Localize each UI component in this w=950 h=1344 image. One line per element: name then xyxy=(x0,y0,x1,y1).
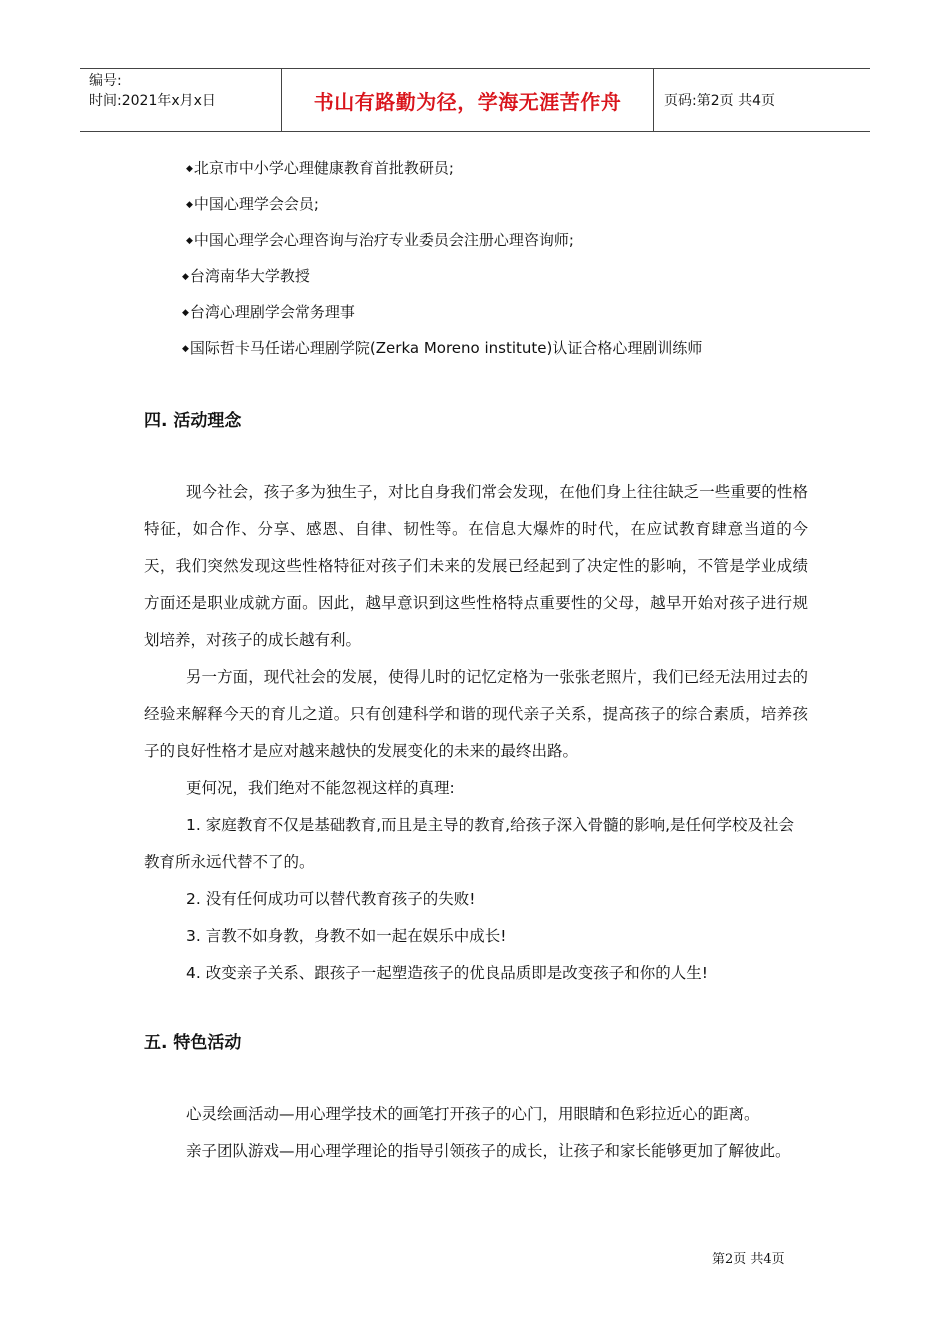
section4-paragraph-3: 更何况，我们绝对不能忽视这样的真理: xyxy=(186,779,455,797)
header-page-cell xyxy=(654,69,870,131)
header-motto: 书山有路勤为径，学海无涯苦作舟 xyxy=(313,89,622,114)
truth-list-item: 3. 言教不如身教，身教不如一起在娱乐中成长! xyxy=(186,927,507,945)
header-motto-cell xyxy=(282,69,654,131)
page-header xyxy=(80,68,870,132)
diamond-bullet-icon: ◆ xyxy=(182,344,189,354)
diamond-bullet-icon: ◆ xyxy=(186,200,193,210)
page-footer: 第2页 共4页 xyxy=(712,1252,785,1267)
credential-item: ◆台湾南华大学教授 xyxy=(182,267,310,285)
credential-item: ◆台湾心理剧学会常务理事 xyxy=(182,303,355,321)
credential-item: ◆北京市中小学心理健康教育首批教研员; xyxy=(186,159,454,177)
diamond-bullet-icon: ◆ xyxy=(182,308,189,318)
section-heading-featured-activities: 五. 特色活动 xyxy=(144,1033,242,1053)
credential-item: ◆中国心理学会心理咨询与治疗专业委员会注册心理咨询师; xyxy=(186,231,574,249)
section4-paragraph-1: 现今社会，孩子多为独生子，对比自身我们常会发现，在他们身上往往缺乏一些重要的性格特征，如合作、分享、感恩、自律、韧性等。在信息大爆炸的时代，在应试教育肆意当道的今天，我们突然发现这些性格特征对孩子们未来的发展已经起到了决定性的影响，不管是学业成绩方面还是职业成就方面。因此，越早意识到这些性格特点重要性的父母，越早开始对孩子进行规划培养，对孩子的成长越有利。 xyxy=(144,483,808,649)
truth-list-item: 4. 改变亲子关系、跟孩子一起塑造孩子的优良品质即是改变孩子和你的人生! xyxy=(186,964,708,982)
section4-paragraph-2: 另一方面，现代社会的发展，使得儿时的记忆定格为一张张老照片，我们已经无法用过去的经验来解释今天的育儿之道。只有创建科学和谐的现代亲子关系，提高孩子的综合素质，培养孩子的良好性格才是应对越来越快的发展变化的未来的最终出路。 xyxy=(144,668,808,760)
credential-item: ◆中国心理学会会员; xyxy=(186,195,319,213)
diamond-bullet-icon: ◆ xyxy=(182,272,189,282)
truth-list-item: 1. 家庭教育不仅是基础教育,而且是主导的教育,给孩子深入骨髓的影响,是任何学校及社会教育所永远代替不了的。 xyxy=(144,816,794,871)
section5-paragraph-2: 亲子团队游戏—用心理学理论的指导引领孩子的成长，让孩子和家长能够更加了解彼此。 xyxy=(186,1142,791,1160)
document-number-label: 编号: xyxy=(89,73,122,89)
header-page-label: 页码:第2页 共4页 xyxy=(664,93,775,109)
section5-paragraph-1: 心灵绘画活动—用心理学技术的画笔打开孩子的心门，用眼睛和色彩拉近心的距离。 xyxy=(186,1105,760,1123)
section-heading-activity-concept: 四. 活动理念 xyxy=(144,411,242,431)
credential-item: ◆国际哲卡马任诺心理剧学院(Zerka Moreno institute)认证合格心理剧训练师 xyxy=(182,339,703,357)
diamond-bullet-icon: ◆ xyxy=(186,164,193,174)
header-meta xyxy=(80,69,282,131)
truth-list-item: 2. 没有任何成功可以替代教育孩子的失败! xyxy=(186,890,476,908)
document-date-label: 时间:2021年x月x日 xyxy=(89,93,216,109)
diamond-bullet-icon: ◆ xyxy=(186,236,193,246)
